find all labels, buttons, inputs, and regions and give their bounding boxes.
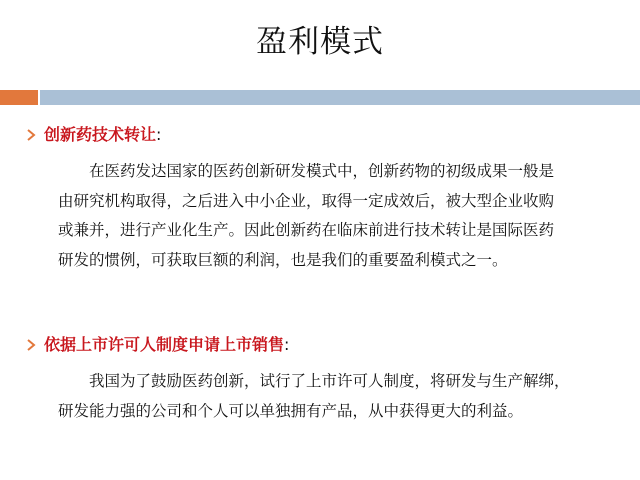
- section-heading: [44, 334, 289, 356]
- orange-accent-bar: [0, 90, 38, 105]
- chevron-bullet-icon: [26, 338, 36, 352]
- section-listing-authorization: [0, 334, 640, 420]
- section-heading-colon: :: [284, 335, 290, 354]
- paragraph-line: 由研究机构取得，之后进入中小企业，取得一定成效后，被大型企业收购: [58, 191, 555, 210]
- section-paragraph: [58, 367, 620, 426]
- chevron-bullet-icon: [26, 128, 36, 142]
- section-heading: [44, 124, 161, 146]
- section-heading-row: [0, 334, 640, 358]
- title-divider-band: [0, 90, 640, 105]
- paragraph-line: 研发能力强的公司和个人可以单独拥有产品，从中获得更大的利益。: [58, 401, 524, 420]
- section-heading-row: [0, 124, 640, 148]
- section-heading-text: 依据上市许可人制度申请上市销售: [44, 335, 285, 354]
- blue-divider-bar: [40, 90, 640, 105]
- paragraph-line: 研发的惯例，可获取巨额的利润，也是我们的重要盈利模式之一。: [58, 250, 508, 269]
- paragraph-line: 或兼并，进行产业化生产。因此创新药在临床前进行技术转让是国际医药: [58, 221, 555, 239]
- section-heading-colon: :: [156, 125, 162, 144]
- section-tech-transfer: [0, 124, 640, 269]
- paragraph-line: 在医药发达国家的医药创新研发模式中，创新药物的初级成果一般是: [89, 162, 555, 180]
- slide-title: 盈利模式: [256, 24, 384, 60]
- paragraph-line: 我国为了鼓励医药创新，试行了上市许可人制度，将研发与生产解绑，: [89, 372, 570, 390]
- section-paragraph: [58, 157, 620, 275]
- section-heading-text: 创新药技术转让: [44, 125, 157, 144]
